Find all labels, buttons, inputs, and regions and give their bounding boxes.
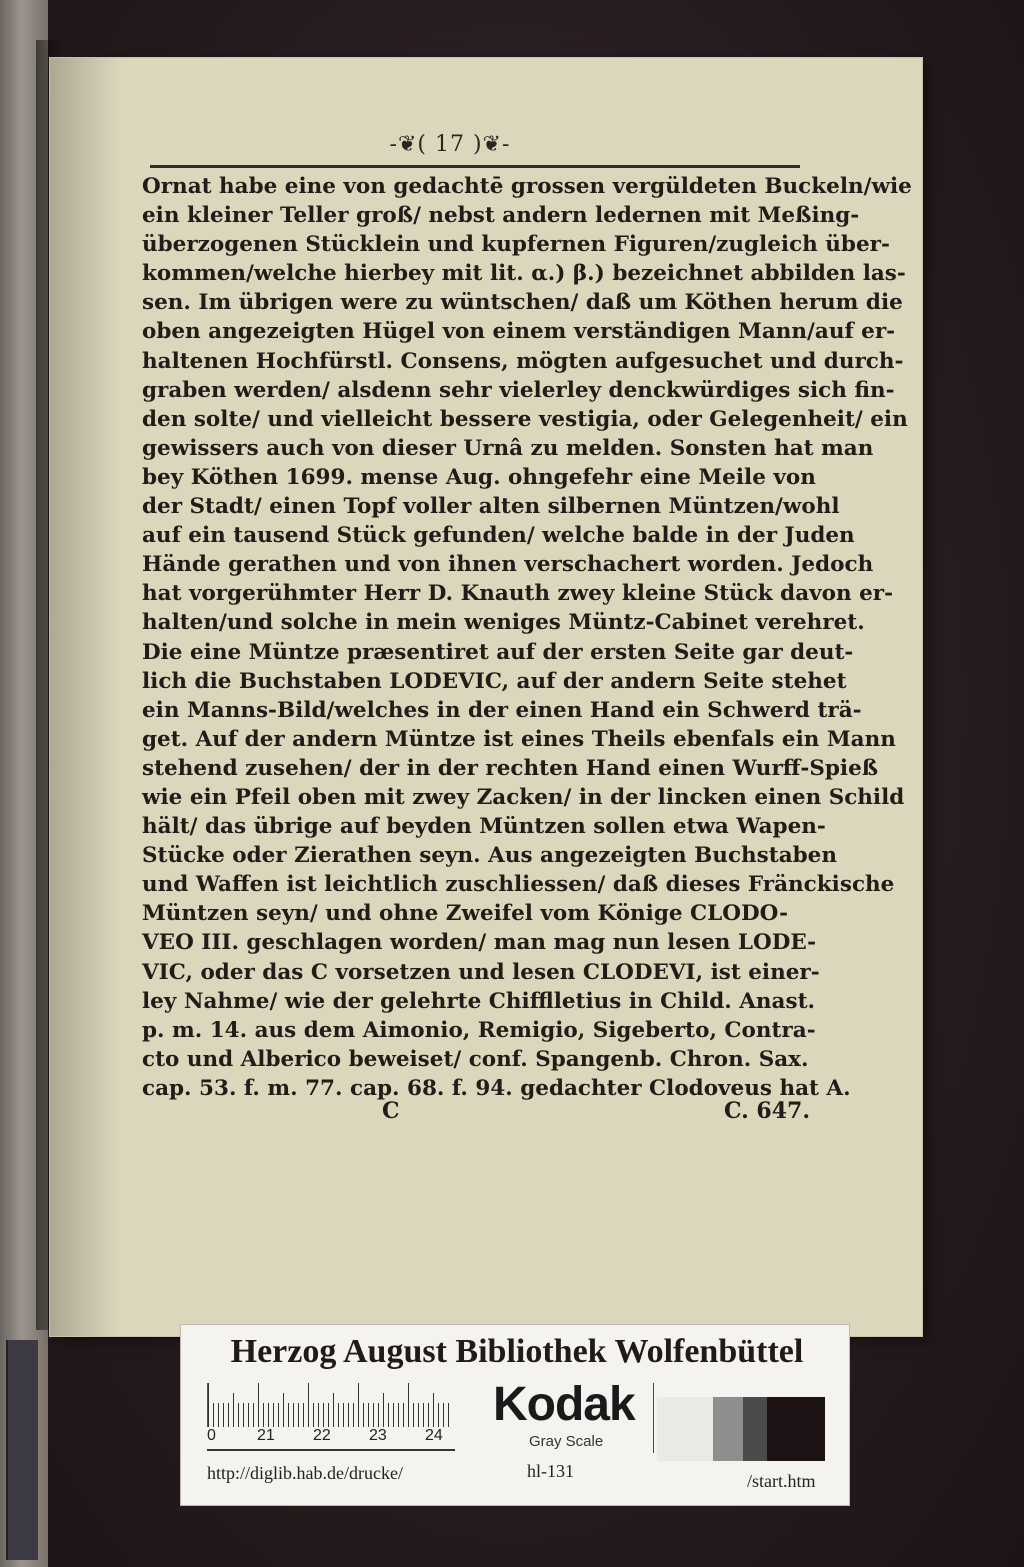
ruler-tick bbox=[283, 1393, 284, 1427]
gray-patch bbox=[767, 1397, 825, 1461]
text-line: ein Manns-Bild/welches in der einen Hand ein Schwerd trä- bbox=[142, 697, 862, 723]
ruler-tick bbox=[273, 1403, 274, 1427]
ruler-tick bbox=[308, 1383, 309, 1427]
gray-patch bbox=[743, 1397, 767, 1461]
start-page-link: /start.htm bbox=[747, 1471, 816, 1491]
ruler-numbers bbox=[203, 1427, 473, 1449]
ruler-tick bbox=[338, 1403, 339, 1427]
page-footer bbox=[142, 1098, 810, 1128]
ruler-tick bbox=[408, 1383, 409, 1427]
spine-label bbox=[6, 1340, 38, 1560]
ruler-number: 21 bbox=[257, 1427, 275, 1444]
text-line: stehend zusehen/ der in der rechten Hand einen Wurff-Spieß bbox=[142, 755, 879, 781]
text-line: ein kleiner Teller groß/ nebst andern ledernen mit Meßing- bbox=[142, 203, 860, 229]
ruler-tick bbox=[353, 1403, 354, 1427]
text-line: get. Auf der andern Müntze ist eines Theils ebenfals ein Mann bbox=[142, 726, 896, 752]
text-line: ley Nahme/ wie der gelehrte Chifflletius in Child. Anast. bbox=[142, 988, 815, 1014]
ruler-tick bbox=[373, 1403, 374, 1427]
text-line: Hände gerathen und von ihnen verschachert worden. Jedoch bbox=[142, 552, 874, 578]
ruler-tick bbox=[248, 1403, 249, 1427]
ruler-tick bbox=[333, 1393, 334, 1427]
text-line: graben werden/ alsdenn sehr vielerley denckwürdiges sich fin- bbox=[142, 377, 895, 403]
ruler-tick bbox=[208, 1383, 209, 1427]
ruler-tick bbox=[398, 1403, 399, 1427]
ruler-tick bbox=[278, 1403, 279, 1427]
header-rule bbox=[150, 165, 800, 168]
text-line: kommen/welche hierbey mit lit. α.) β.) bezeichnet abbilden las- bbox=[142, 261, 906, 287]
text-line: Ornat habe eine von gedachtē grossen vergüldeten Buckeln/wie bbox=[142, 174, 912, 199]
signature-mark: C bbox=[382, 1098, 400, 1124]
library-title: Herzog August Bibliothek Wolfenbüttel bbox=[230, 1333, 804, 1370]
ruler-tick bbox=[438, 1403, 439, 1427]
ruler-baseline bbox=[207, 1449, 455, 1451]
text-line: Die eine Müntze præsentiret auf der ersten Seite gar deut- bbox=[142, 639, 854, 665]
ruler-tick bbox=[288, 1403, 289, 1427]
ruler-tick bbox=[343, 1403, 344, 1427]
body-text bbox=[142, 172, 912, 1103]
text-line: hält/ das übrige auf beyden Müntzen sollen etwa Wapen- bbox=[142, 814, 826, 840]
text-line: cap. 53. f. m. 77. cap. 68. f. 94. gedachter Clodoveus hat A. bbox=[142, 1075, 851, 1101]
ruler-number: 24 bbox=[425, 1427, 443, 1444]
text-line: und Waffen ist leichtlich zuschliessen/ daß dieses Fränckische bbox=[142, 872, 895, 898]
ruler-tick bbox=[403, 1403, 404, 1427]
text-line: Müntzen seyn/ und ohne Zweifel vom Könige CLODO- bbox=[142, 901, 789, 927]
scan-target-card bbox=[180, 1324, 850, 1506]
ruler-tick bbox=[413, 1403, 414, 1427]
ruler-tick bbox=[433, 1393, 434, 1427]
ruler-tick bbox=[303, 1403, 304, 1427]
ruler-tick bbox=[388, 1403, 389, 1427]
ruler-tick bbox=[293, 1403, 294, 1427]
gray-scale-label: Gray Scale bbox=[529, 1433, 604, 1450]
ruler-tick bbox=[428, 1403, 429, 1427]
ruler-tick bbox=[243, 1403, 244, 1427]
gray-patch bbox=[657, 1397, 713, 1461]
ruler-tick bbox=[363, 1403, 364, 1427]
text-line: auf ein tausend Stück gefunden/ welche balde in der Juden bbox=[142, 523, 855, 549]
text-line: halten/und solche in mein weniges Müntz-Cabinet verehret. bbox=[142, 610, 865, 636]
ruler-tick bbox=[443, 1403, 444, 1427]
page-number-header: -❦( 17 )❦- bbox=[389, 132, 511, 157]
ruler-tick bbox=[383, 1393, 384, 1427]
ruler-tick bbox=[268, 1403, 269, 1427]
ruler-tick bbox=[263, 1403, 264, 1427]
text-line: VIC, oder das C vorsetzen und lesen CLODEVI, ist einer- bbox=[142, 959, 820, 985]
text-line: gewissers auch von dieser Urnâ zu melden. Sonsten hat man bbox=[142, 435, 874, 461]
text-line: den solte/ und vielleicht bessere vestigia, oder Gelegenheit/ ein bbox=[142, 406, 908, 432]
text-line: haltenen Hochfürstl. Consens, mögten aufgesuchet und durch- bbox=[142, 348, 904, 374]
ruler-tick bbox=[213, 1403, 214, 1427]
text-line: cto und Alberico beweiset/ conf. Spangenb. Chron. Sax. bbox=[142, 1046, 809, 1072]
text-line: lich die Buchstaben LODEVIC, auf der andern Seite stehet bbox=[142, 668, 847, 694]
text-line: wie ein Pfeil oben mit zwey Zacken/ in der lincken einen Schild bbox=[142, 784, 905, 810]
ruler-number: 0 bbox=[207, 1427, 216, 1444]
text-line: überzogenen Stücklein und kupfernen Figuren/zugleich über- bbox=[142, 232, 890, 258]
ruler-tick bbox=[233, 1393, 234, 1427]
text-line: VEO III. geschlagen worden/ man mag nun lesen LODE- bbox=[142, 930, 817, 956]
text-line: der Stadt/ einen Topf voller alten silbernen Müntzen/wohl bbox=[142, 494, 840, 520]
ruler-tick bbox=[393, 1403, 394, 1427]
shelfmark: hl-131 bbox=[527, 1461, 574, 1481]
catchword: C. 647. bbox=[723, 1098, 810, 1124]
ruler-tick bbox=[318, 1403, 319, 1427]
ruler-tick bbox=[368, 1403, 369, 1427]
ruler-number: 23 bbox=[369, 1427, 387, 1444]
ruler-tick bbox=[258, 1383, 259, 1427]
ruler-tick bbox=[328, 1403, 329, 1427]
kodak-logo: Kodak bbox=[493, 1378, 635, 1431]
ruler-tick bbox=[448, 1403, 449, 1427]
kodak-separator bbox=[653, 1383, 654, 1453]
text-line: oben angezeigten Hügel von einem verständigen Mann/auf er- bbox=[142, 319, 896, 345]
ruler-tick bbox=[223, 1403, 224, 1427]
ruler-tick bbox=[313, 1403, 314, 1427]
text-line: hat vorgerühmter Herr D. Knauth zwey kleine Stück davon er- bbox=[142, 581, 894, 607]
ruler-tick bbox=[358, 1383, 359, 1427]
ruler-tick bbox=[253, 1403, 254, 1427]
ruler-tick bbox=[348, 1403, 349, 1427]
text-line: Stücke oder Zierathen seyn. Aus angezeigten Buchstaben bbox=[142, 843, 837, 869]
text-line: p. m. 14. aus dem Aimonio, Remigio, Sigeberto, Contra- bbox=[142, 1017, 816, 1043]
measurement-ruler bbox=[207, 1383, 448, 1427]
ruler-tick bbox=[298, 1403, 299, 1427]
ruler-tick bbox=[378, 1403, 379, 1427]
book-page bbox=[50, 58, 922, 1336]
ruler-tick bbox=[423, 1403, 424, 1427]
ruler-tick bbox=[238, 1403, 239, 1427]
text-line: bey Köthen 1699. mense Aug. ohngefehr eine Meile von bbox=[142, 464, 816, 490]
ruler-tick bbox=[228, 1403, 229, 1427]
ruler-tick bbox=[218, 1403, 219, 1427]
text-line: sen. Im übrigen were zu wüntschen/ daß um Köthen herum die bbox=[142, 290, 903, 316]
ruler-number: 22 bbox=[313, 1427, 331, 1444]
gray-patch bbox=[713, 1397, 743, 1461]
ruler-tick bbox=[418, 1403, 419, 1427]
source-url: http://diglib.hab.de/drucke/ bbox=[207, 1463, 403, 1483]
ruler-tick bbox=[323, 1403, 324, 1427]
